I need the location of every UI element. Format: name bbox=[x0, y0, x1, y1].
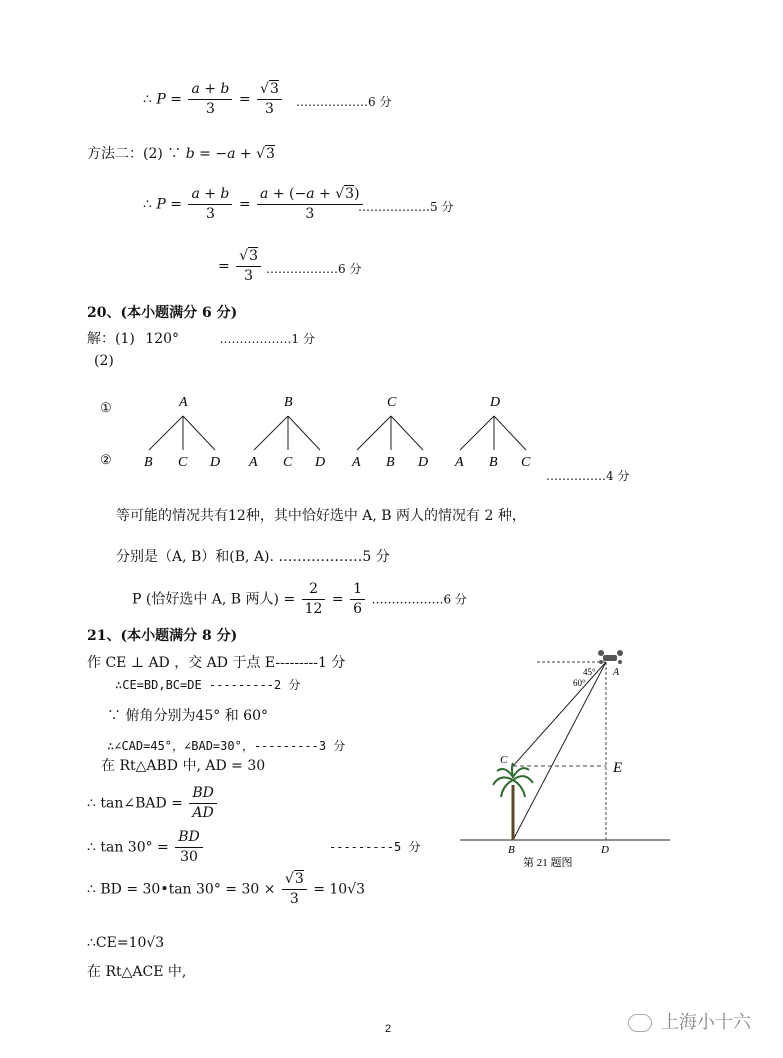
tree-branch bbox=[183, 416, 215, 450]
q20-text2: 分别是（A, B）和(B, A). ………………5 分 bbox=[116, 549, 390, 565]
method2-result2: = $\frac{√3}{3}$ bbox=[218, 247, 263, 286]
label-e: E bbox=[613, 760, 623, 776]
q21-ce: ∴CE=10√3 bbox=[87, 935, 165, 951]
tree-branch bbox=[254, 416, 288, 450]
q21-tan-label: ∴ tan∠BAD = bbox=[87, 795, 183, 812]
tree-leaf-A: A bbox=[455, 455, 464, 470]
method1-dots: ………………6 分 bbox=[296, 95, 392, 109]
q21-dash5: ---------5 分 bbox=[329, 840, 421, 854]
tree-leaf-A: A bbox=[249, 455, 258, 470]
tree-row2-marker: ② bbox=[100, 452, 112, 467]
tree-diagram bbox=[90, 388, 550, 478]
method2-heading: 方法二：(2) bbox=[87, 146, 163, 162]
page-number: 2 bbox=[385, 1023, 392, 1035]
angle-45-label: 45° bbox=[583, 667, 596, 677]
q21-line4: ∴∠CAD=45°，∠BAD=30°，---------3 分 bbox=[107, 739, 346, 753]
q21-bd: ∴ BD = 30•tan 30° = 30 × $\frac{√3}{3}$ = 10√3 bbox=[87, 871, 366, 907]
q20-prob-dots: ………………6 分 bbox=[371, 592, 467, 607]
tree-leaf-C: C bbox=[521, 455, 531, 470]
label-b: B bbox=[508, 844, 515, 856]
tree-leaf-D: D bbox=[210, 455, 221, 470]
q21-line5: 在 Rt△ABD 中, AD = 30 bbox=[101, 758, 266, 774]
q21-last: 在 Rt△ACE 中, bbox=[87, 964, 187, 980]
q20-part2: (2) bbox=[94, 353, 114, 369]
q21-line3: ∵ 俯角分别为45° 和 60° bbox=[107, 708, 268, 724]
tree-root-B: B bbox=[284, 395, 293, 410]
q20-part1-dots: ………………1 分 bbox=[219, 332, 315, 346]
q20-prob-left: P (恰好选中 A, B 两人) = bbox=[132, 591, 296, 608]
figure-caption: 第 21 题图 bbox=[523, 857, 573, 869]
tree-branch bbox=[460, 416, 494, 450]
tree-leaf-B: B bbox=[386, 455, 395, 470]
tree-branch bbox=[494, 416, 526, 450]
q20-part1 bbox=[87, 330, 315, 348]
wechat-icon bbox=[628, 1014, 652, 1032]
q21-line1: 作 CE ⊥ AD ，交 AD 于点 E---------1 分 bbox=[87, 655, 346, 671]
watermark bbox=[628, 1013, 751, 1032]
q21-tan-bad: ∴ tan∠BAD = $\frac{BD}{AD}$ bbox=[87, 784, 219, 823]
tree-branch bbox=[357, 416, 391, 450]
label-a: A bbox=[613, 667, 620, 678]
q20-part1-prefix: 解：(1) bbox=[87, 331, 135, 347]
label-d: D bbox=[601, 844, 609, 856]
q21-heading: 21、(本小题满分 8 分) bbox=[87, 628, 238, 644]
tree-row1-marker: ① bbox=[100, 400, 112, 415]
method2-dots-6: ………………6 分 bbox=[266, 262, 362, 276]
tree-dots: ……………4 分 bbox=[546, 469, 630, 483]
q21-bd-result: = 10√3 bbox=[313, 881, 366, 898]
tree-root-C: C bbox=[387, 395, 397, 410]
q20-text1: 等可能的情况共有12种，其中恰好选中 A, B 两人的情况有 2 种， bbox=[116, 508, 526, 524]
q20-heading: 20、(本小题满分 6 分) bbox=[87, 305, 238, 321]
q21-line2: ∴CE=BD,BC=DE ---------2 分 bbox=[115, 678, 301, 692]
tree-root-D: D bbox=[490, 395, 501, 410]
tree-root-A: A bbox=[179, 395, 188, 410]
tree-leaf-A: A bbox=[352, 455, 361, 470]
watermark-text: 上海小十六 bbox=[661, 1012, 752, 1032]
tree-branch bbox=[391, 416, 423, 450]
q21-tan30: ∴ tan 30° = $\frac{BD}{30}$ bbox=[87, 828, 205, 867]
method2-dots-5: ………………5 分 bbox=[358, 200, 454, 214]
label-c: C bbox=[500, 754, 508, 766]
tree-leaf-C: C bbox=[178, 455, 188, 470]
q21-figure bbox=[455, 645, 675, 875]
method1-result: ∴ P = $\frac{a + b}{3}$ = $\frac{√3}{3}$ bbox=[143, 80, 284, 119]
tree-leaf-B: B bbox=[144, 455, 153, 470]
q21-bd-label: ∴ BD = 30•tan 30° = 30 × bbox=[87, 881, 276, 898]
tree-leaf-D: D bbox=[418, 455, 429, 470]
q21-tan30-label: ∴ tan 30° = bbox=[87, 839, 169, 856]
tree-branch bbox=[149, 416, 183, 450]
drone-icon bbox=[598, 650, 623, 664]
q20-probability: P (恰好选中 A, B 两人) = $\frac{2}{12}$ = $\frac{1}{6}$ ………………6 分 bbox=[132, 581, 467, 617]
tree-leaf-D: D bbox=[315, 455, 326, 470]
method2-result: ∴ P = $\frac{a + b}{3}$ = $\frac{a + (-a + √3)}{3}$ bbox=[143, 185, 365, 224]
method2-heading-line: 方法二：(2) ∵ b = −a + √3 bbox=[87, 146, 275, 162]
tree-leaf-B: B bbox=[489, 455, 498, 470]
q20-part1-answer: 120° bbox=[145, 331, 180, 347]
tree-branch bbox=[288, 416, 320, 450]
tree-leaf-C: C bbox=[283, 455, 293, 470]
angle-60-label: 60° bbox=[573, 678, 586, 688]
